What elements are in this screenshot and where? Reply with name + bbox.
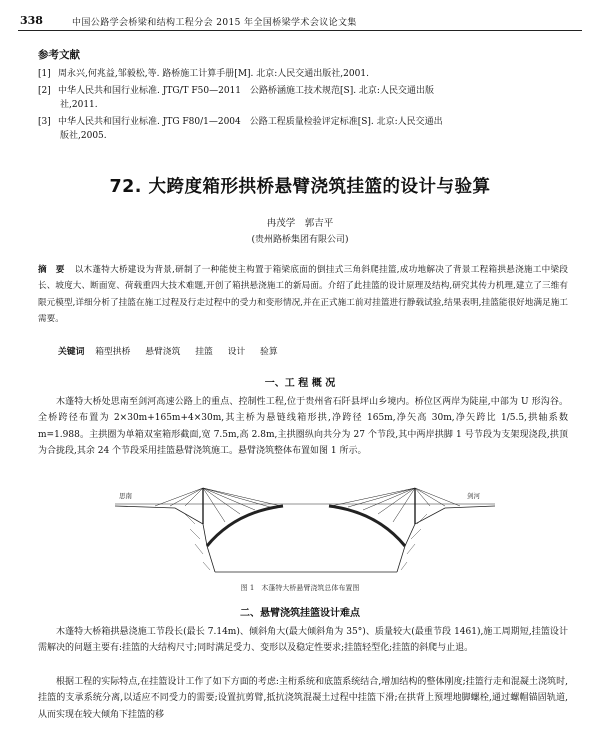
- section-paragraph: 根据工程的实际特点,在挂篮设计工作了如下方面的考虑:主桁系统和底篮系统结合,增加结构的整体刚度;挂篮行走和混凝土浇筑时,挂篮的支承系统分离,以适应不同受力的需要;设置抗剪臂,抵抗浇筑混凝土过程中挂篮下滑;在拱背上预埋地脚螺栓,通过螺帽锚固轨道,从而实现在较大倾角下挂篮的移: [38, 677, 568, 720]
- section-paragraph: 木蓬特大桥箱拱悬浇施工节段长(最长 7.14m)、倾斜角大(最大倾斜角为 35°)、质量较大(最重节段 1461),施工周期短,挂篮设计需解决的问题主要有:挂篮的大结构尺寸;同时满足受力、变形以及稳定性要求;挂篮轻型化;挂篮的斜爬与止退。: [38, 627, 568, 654]
- reference-number: [1]: [38, 69, 51, 79]
- affiliation: (贵州路桥集团有限公司): [251, 235, 349, 245]
- reference-text-continued: 社,2011.: [60, 100, 98, 110]
- figure-label-left: 思南: [119, 492, 132, 500]
- abstract-text: 以木蓬特大桥建设为背景,研制了一种能使主构置于箱梁底面的倒挂式三角斜爬挂篮,成功地解决了背景工程箱拱悬浇施工中梁段长、坡度大、断面宽、荷载重四大技术难题,开创了箱拱悬浇施工的新局面。介绍了此挂篮的设计原理及结构,研究其传力机理,建立了三维有限元模型,详细分析了挂篮在施工过程及行走过程中的受力和变形情况,并在正式施工前对挂篮进行静载试验,结果表明,挂篮能很好地满足施工需要。: [38, 265, 568, 324]
- reference-text: 中华人民共和国行业标准. JTG F80/1—2004 公路工程质量检验评定标准[S]. 北京:人民交通出: [58, 117, 443, 127]
- page-number: 338: [20, 14, 43, 27]
- reference-number: [2]: [38, 86, 51, 96]
- bridge-drawing: [115, 488, 495, 572]
- left-anchor-cables: [155, 488, 203, 506]
- article-title: 72. 大跨度箱形拱桥悬臂浇筑挂篮的设计与验算: [109, 177, 491, 197]
- section-heading: 一、工 程 概 况: [264, 378, 336, 389]
- reference-text: 中华人民共和国行业标准. JTG/T F50—2011 公路桥涵施工技术规范[S]. 北京:人民交通出版: [58, 86, 434, 96]
- reference-item: [38, 115, 558, 143]
- keyword: 设计: [227, 347, 246, 357]
- reference-item: [38, 67, 558, 81]
- keyword: 悬臂浇筑: [145, 347, 181, 357]
- bridge-figure: [115, 484, 495, 574]
- right-bank-hatching: [401, 514, 427, 570]
- keyword: 箱型拱桥: [95, 347, 131, 357]
- running-title: 中国公路学会桥梁和结构工程分会 2015 年全国桥梁学术会议论文集: [72, 18, 357, 28]
- authors: 冉茂学 郭吉平: [266, 218, 334, 229]
- references-heading: 参考文献: [38, 49, 80, 61]
- abstract: [38, 262, 568, 327]
- header-rule: [18, 30, 582, 31]
- reference-text-continued: 版社,2005.: [60, 131, 107, 141]
- figure-caption: 图 1 木蓬特大桥悬臂浇筑总体布置图: [240, 584, 360, 592]
- keyword: 挂篮: [195, 347, 213, 357]
- right-anchor-cables: [415, 488, 460, 506]
- section-paragraph: 木蓬特大桥处思南至剑河高速公路上的重点、控制性工程,位于贵州省石阡县坪山乡境内。桥位区两岸为陡崖,中部为 U 形沟谷。全桥跨径布置为 2×30m+165m+4×30m,其主桥为悬链线箱形拱,净跨径 165m,净矢高 30m,净矢跨比 1/5.5,拱轴系数 m=1.988。主拱圈为单箱双室箱形截面,宽 7.5m,高 2.8m,主拱圈纵向共分为 27 个节段,其中两岸拱脚 1 号节段为支架现浇段,拱顶为合拢段,其余 24 个节段采用挂篮悬臂浇筑施工。悬臂浇筑整体布置如图 1 所示。: [38, 397, 568, 456]
- right-bank-outline: [397, 506, 495, 572]
- figure-label-right: 剑河: [467, 492, 480, 500]
- section-heading: 二、悬臂浇筑挂篮设计难点: [240, 608, 360, 619]
- right-stay-cables: [331, 488, 415, 522]
- reference-item: [38, 84, 558, 112]
- abstract-label: 摘 要: [38, 265, 65, 275]
- keywords: [58, 344, 290, 357]
- reference-text: 周永兴,何兆益,邹毅松,等. 路桥施工计算手册[M]. 北京:人民交通出版社,2001.: [58, 69, 369, 79]
- reference-number: [3]: [38, 117, 51, 127]
- keyword: 验算: [260, 347, 278, 357]
- keywords-label: 关键词: [58, 347, 85, 357]
- right-arch-half: [329, 506, 405, 546]
